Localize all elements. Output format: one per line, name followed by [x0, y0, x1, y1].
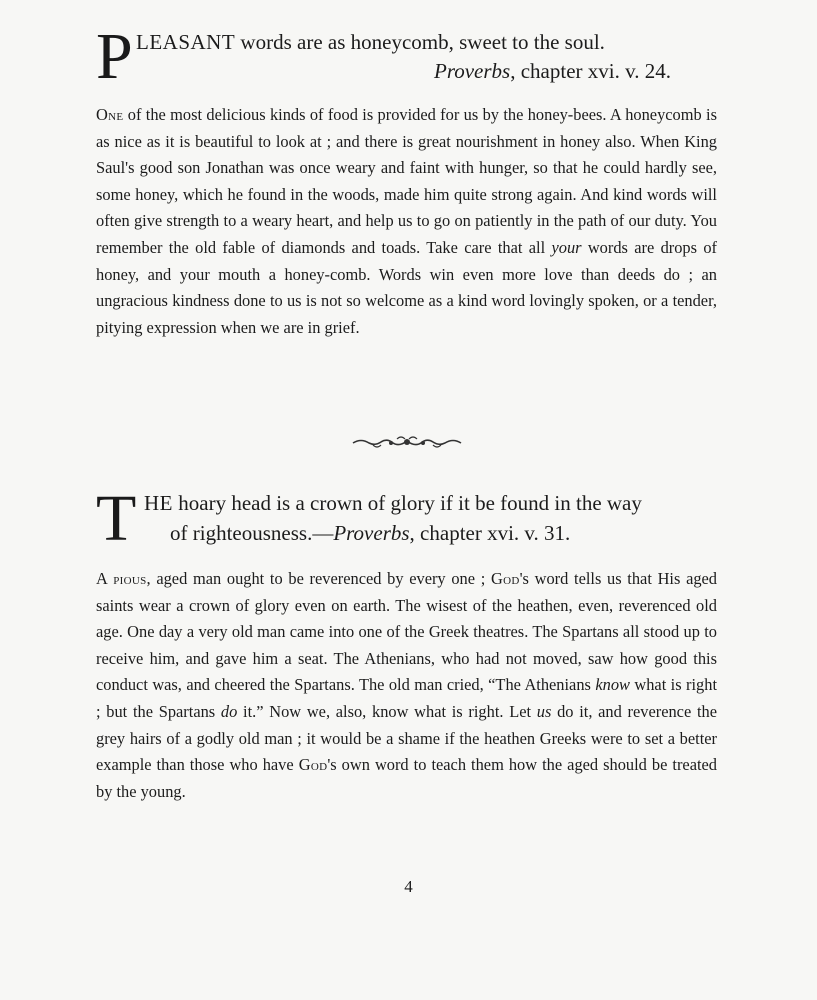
- section1-heading-text: words are as honeycomb, sweet to the soul.: [235, 30, 605, 54]
- section1-reference-book: Proverbs: [434, 59, 511, 83]
- section1-paragraph: [96, 102, 717, 341]
- page-number: 4: [404, 877, 413, 896]
- section2-dropcap: T: [96, 482, 137, 555]
- ornament-divider: [351, 434, 463, 450]
- section2-part5: do it, and reverence the grey hairs of a godly old man ; it would be a shame if the heathen Greeks were to set a better example than those who have: [96, 701, 717, 775]
- section2-emphasis-know: know: [595, 675, 630, 695]
- section2-god-2: God: [298, 755, 328, 775]
- section1-lead-word: One: [96, 105, 124, 124]
- section1-body-end: words are drops of honey, and your mouth a honey-comb. Words win even more love than deeds do ; an ungracious kindness done to us is not so welcome as a kind word lovingly spoken, or a tender, pitying expression when we are in grief.: [96, 237, 717, 337]
- section2-heading-line2-start: of righteousness.—: [170, 521, 334, 545]
- section2-paragraph: [96, 566, 717, 805]
- section2-heading-line2: [170, 519, 570, 547]
- section1-heading-caps: LEASANT: [136, 30, 236, 54]
- section2-heading-line1: [144, 489, 642, 517]
- section2-emphasis-do: do: [220, 701, 238, 721]
- section2-part4: it.” Now we, also, know what is right. Let: [237, 701, 537, 721]
- section2-part3: what is right ; but the Spartans: [96, 675, 717, 721]
- section2-heading-text: hoary head is a crown of glory if it be found in the way: [173, 491, 642, 515]
- section2-reference-book: Proverbs: [333, 521, 410, 545]
- section2-heading-caps: HE: [144, 491, 173, 515]
- section2-part6: 's own word to teach them how the aged should be treated by the young.: [96, 755, 717, 801]
- section1-dropcap: P: [96, 20, 133, 93]
- section1-reference: [434, 57, 671, 85]
- section2-part2: 's word tells us that His aged saints wear a crown of glory even on earth. The wisest of the heathen, even, reverenced old age. One day a very old man came into one of the Greek theatres. The Spartans all stood up to receive him, and gave him a seat. The Athenians, who had not moved, saw how good this conduct was, and cheered the Spartans. The old man cried, “The Athenians: [96, 569, 718, 695]
- section1-heading-line: [136, 28, 605, 56]
- section2-emphasis-us: us: [536, 701, 552, 721]
- section2-reference-chapter: , chapter xvi. v. 31.: [409, 521, 571, 545]
- section2-god-1: God: [490, 569, 520, 588]
- section2-part1: , aged man ought to be reverenced by every one ;: [146, 569, 491, 588]
- section1-emphasis: your: [551, 237, 582, 257]
- section1-body: of the most delicious kinds of food is provided for us by the honey-bees. A honeycomb is as nice as it is beautiful to look at ; and there is great nourishment in honey also. When King Saul's good son Jonathan was once weary and faint with hunger, so that he could hardly see, some honey, which he found in the woods, made him quite strong again. And kind words will often give strength to a weary heart, and help us to go on patiently in the path of our duty. You remember the old fable of diamonds and toads. Take care that all: [96, 105, 717, 257]
- section1-reference-chapter: , chapter xvi. v. 24.: [510, 59, 671, 83]
- section2-lead-words: A pious: [96, 569, 147, 588]
